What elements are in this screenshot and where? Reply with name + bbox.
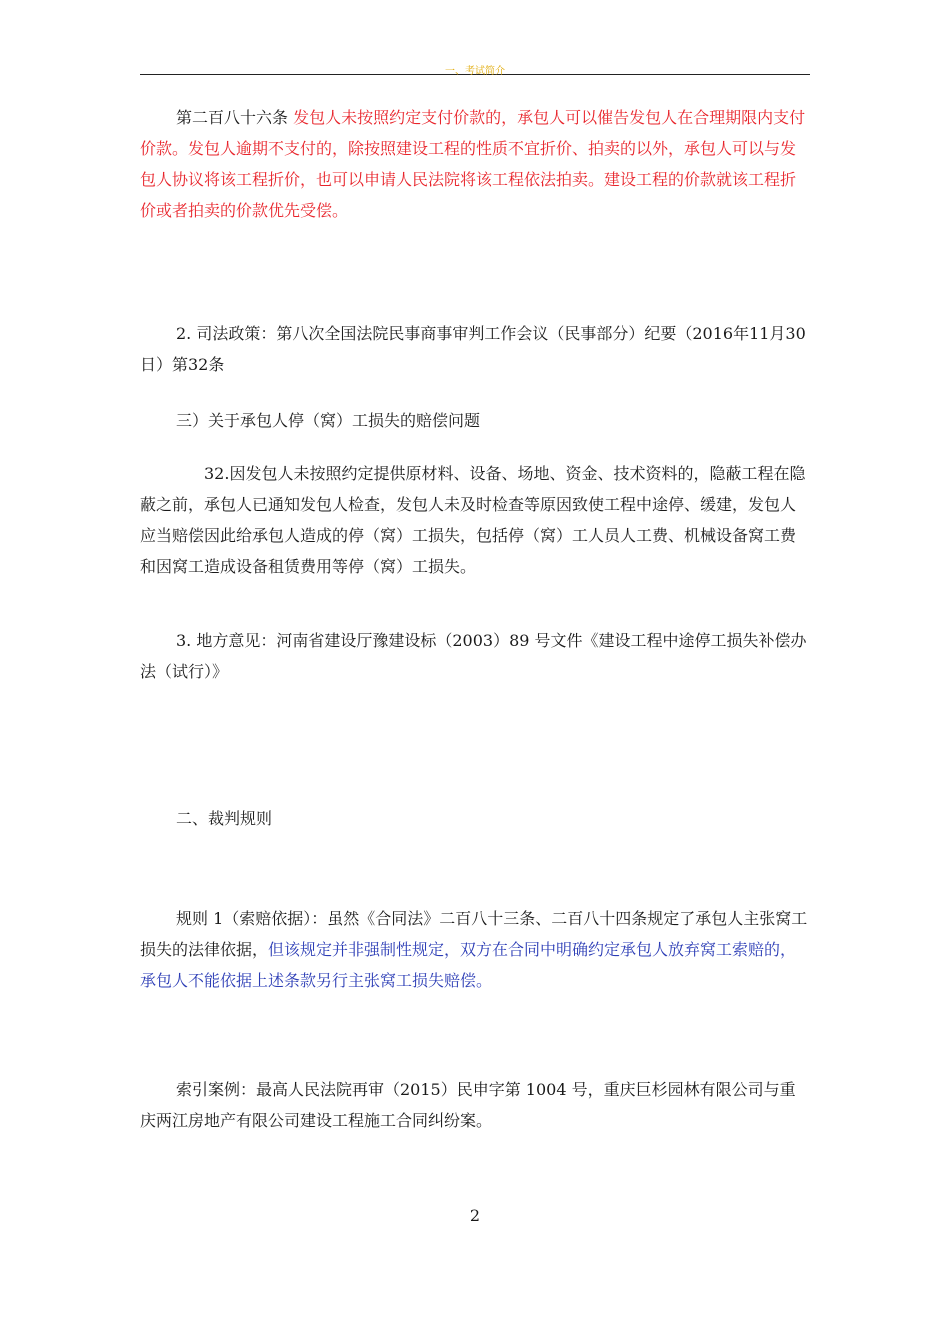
article-286-paragraph (140, 102, 810, 226)
section-heading-2-text: 二、裁判规则 (176, 809, 273, 828)
article-286-text: 发包人未按照约定支付价款的，承包人可以催告发包人在合理期限内支付价款。发包人逾期不支付的，除按照建设工程的性质不宜折价、拍卖的以外，承包人可以与发包人协议将该工程折价，也可以申请人民法院将该工程依法拍卖。建设工程的价款就该工程折价或者拍卖的价款优先受偿。 (140, 108, 806, 220)
header-title: 一、考试简介 (445, 66, 505, 77)
cited-case-text: 索引案例：最高人民法院再审（2015）民申字第 1004 号，重庆巨杉园林有限公司与重庆两江房地产有限公司建设工程施工合同纠纷案。 (140, 1080, 796, 1130)
item-32-paragraph (140, 458, 810, 582)
section-heading-3 (140, 405, 810, 436)
rule-1-paragraph (140, 903, 810, 996)
item-32-text: 32.因发包人未按照约定提供原材料、设备、场地、资金、技术资料的，隐蔽工程在隐蔽之前，承包人已通知发包人检查，发包人未及时检查等原因致使工程中途停、缓建，发包人应当赔偿因此给承包人造成的停（窝）工损失，包括停（窝）工人员人工费、机械设备窝工费和因窝工造成设备租赁费用等停（窝）工损失。 (140, 464, 806, 576)
cited-case-paragraph (140, 1074, 810, 1136)
judicial-policy-paragraph (140, 318, 810, 380)
section-heading-2 (140, 803, 810, 834)
page-number: 2 (469, 1206, 481, 1225)
rule-1-text: 但该规定并非强制性规定，双方在合同中明确约定承包人放弃窝工索赔的，承包人不能依据上述条款另行主张窝工损失赔偿。 (140, 940, 797, 990)
rule-1-lead: 规则 1（索赔依据）：虽然《合同法》二百八十三条、二百八十四条规定了承包人主张窝工损失的法律依据， (140, 909, 808, 959)
page-header (140, 58, 810, 75)
section-heading-3-text: 三）关于承包人停（窝）工损失的赔偿问题 (176, 411, 481, 430)
article-286-label: 第二百八十六条 (176, 108, 289, 127)
local-opinion-text: 3. 地方意见：河南省建设厅豫建设标（2003）89 号文件《建设工程中途停工损失补偿办法（试行）》 (140, 631, 807, 681)
judicial-policy-text: 2. 司法政策：第八次全国法院民事商事审判工作会议（民事部分）纪要（2016年11月30日）第32条 (140, 324, 806, 374)
local-opinion-paragraph (140, 625, 810, 687)
